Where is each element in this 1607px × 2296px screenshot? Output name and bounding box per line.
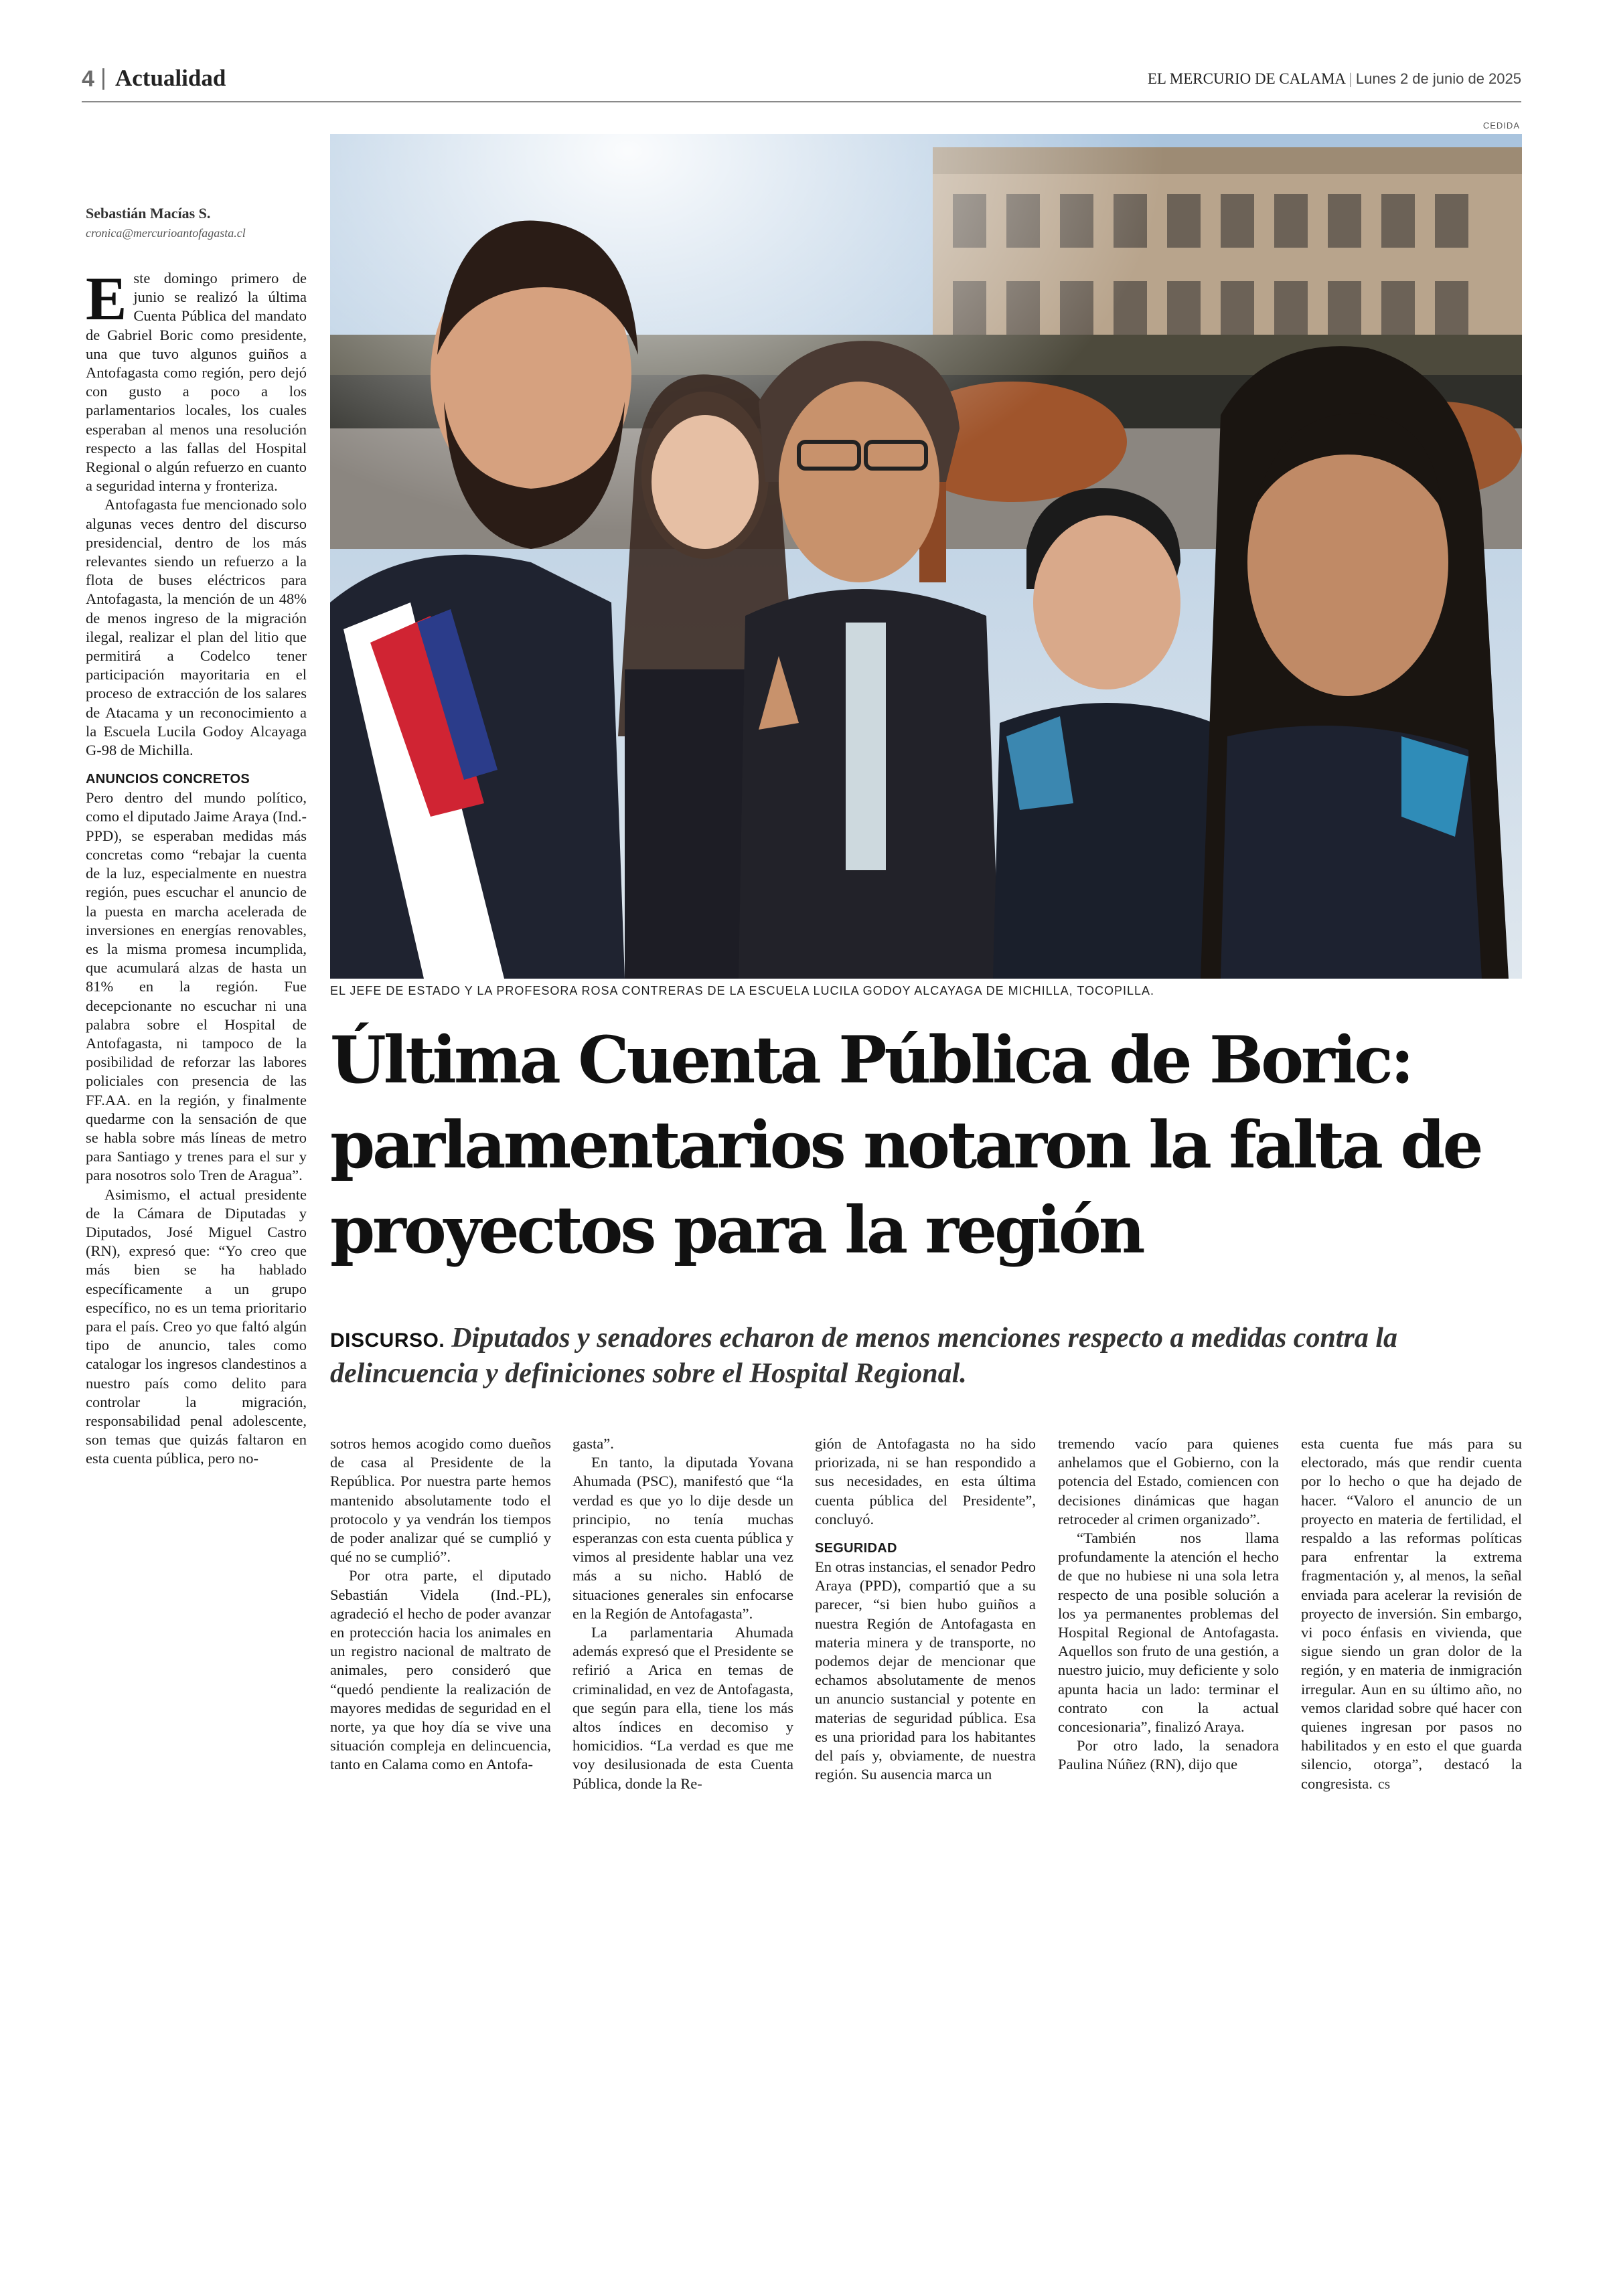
article-column-4 [1058, 1434, 1279, 1775]
deck-text: Diputados y senadores echaron de menos menciones respecto a medidas contra la delincuencia y definiciones sobre el Hospital Regional. [330, 1323, 1397, 1389]
page-number-separator: | [100, 65, 106, 90]
article-column-3 [815, 1434, 1036, 1784]
paragraph: En tanto, la diputada Yovana Ahumada (PSC), manifestó que “la verdad es que yo lo dije desde un principio, no tenía muchas esperanzas con esta cuenta pública y vimos al presidente hablar una vez más a su nicho. Habló de situaciones generales sin enfocarse en la Región de Antofagasta”. [572, 1454, 793, 1622]
section-name: Actualidad [115, 65, 226, 91]
author-email: cronica@mercurioantofagasta.cl [86, 226, 246, 240]
paragraph-final [1301, 1434, 1522, 1793]
byline [86, 205, 307, 240]
paragraph: Antofagasta fue mencionado solo algunas veces dentro del discurso presidencial, dentro de los más relevantes siendo un refuerzo a la flota de buses eléctricos para Antofagasta, la mención de un 48% de menos ingreso de la migración ilegal, realizar el plan del litio que permitirá a Codelco tener participación mayoritaria en el proceso de extracción de los salares de Atacama y un reconocimiento a la Escuela Lucila Godoy Alcayaga G-98 de Michilla. [86, 496, 307, 759]
subheading-anuncios: ANUNCIOS CONCRETOS [86, 772, 250, 787]
paragraph: “También nos llama profundamente la atención el hecho de que no hubiese ni una sola letra respecto de una posible solución a los ya permanentes problemas del Hospital Regional de Antofagasta. Aquellos son fruto de una gestión, a nuestro juicio, muy deficiente y solo apunta hacia un lado: terminar el contrato con la actual concesionaria”, finalizó Araya. [1058, 1530, 1279, 1736]
paragraph: La parlamentaria Ahumada además expresó que el Presidente se refirió a Arica en temas de criminalidad, en vez de Antofagasta, que según para ella, tiene los más altos índices en decomiso y homicidios. “La verdad es que me voy desilusionada de esta Cuenta Pública, donde la Re- [572, 1624, 793, 1792]
final-text: esta cuenta fue más para su electorado, más que rendir cuenta por lo hecho o que ha dejado de hacer. “Valoro el anuncio de un proyecto en materia de fertilidad, el respaldo a las reformas políticas para enfrentar la extrema fragmentación y, al menos, la señal enviada para acelerar la revisión de proyecto de inversión. Sin embargo, vi poco énfasis en vivienda, que sigue siendo un gran dolor de la región, y en materia de inmigración irregular. Aun en su último año, no vemos claridad sobre qué hacer con quienes ingresan por pasos no habilitados y en esto el que guarda silencio, otorga”, destacó la congresista. [1301, 1435, 1522, 1792]
person-student-girl-right [1201, 346, 1509, 979]
deck [330, 1320, 1535, 1391]
paragraph: Por otro lado, la senadora Paulina Núñez (RN), dijo que [1058, 1737, 1279, 1773]
newspaper-name: EL MERCURIO DE CALAMA [1147, 70, 1345, 87]
issue-date: Lunes 2 de junio de 2025 [1355, 70, 1521, 87]
masthead-separator: | [1349, 70, 1353, 87]
article-photo [330, 134, 1522, 979]
paragraph: Pero dentro del mundo político, como el diputado Jaime Araya (Ind.-PPD), se esperaban medidas más concretas como “rebajar la cuenta de la luz, especialmente en nuestra región, pues escuchar el anuncio de la puesta en marcha acelerada de inversiones en energías renovables, es la misma promesa incumplida, que acumulará alzas de hasta un 81% en la región. Fue decepcionante no escuchar ni una palabra sobre el Hospital de Antofagasta, ni tampoco de la posibilidad de reforzar las labores policiales con presencia de las FF.AA. en la región, y finalmente quedarme con la sensación de que se habla sobre más líneas de metro para Santiago y trenes para el sur y para nosotros solo Tren de Aragua”. [86, 789, 307, 1184]
photo-illustration [330, 134, 1522, 979]
paragraph: sotros hemos acogido como dueños de casa al Presidente de la República. Por nuestra parte hemos mantenido absolutamente todo el protocolo y ya vendrán los tiempos de poder analizar qué se cumplió y qué no se cumplió”. [330, 1435, 551, 1566]
photo-caption: EL JEFE DE ESTADO Y LA PROFESORA ROSA CONTRERAS DE LA ESCUELA LUCILA GODOY ALCAYAGA DE MICHILLA, TOCOPILLA. [330, 984, 1155, 997]
author-name: Sebastián Macías S. [86, 205, 211, 222]
deck-label: DISCURSO. [330, 1329, 445, 1351]
paragraph-lead [86, 264, 307, 495]
end-mark: cs [1377, 1775, 1391, 1792]
paragraph: En otras instancias, el senador Pedro Araya (PPD), compartió que a su parecer, “si bien hubo guiños a nuestra Región de Antofagasta en materia minera y de transporte, no podemos dejar de mencionar que echamos absolutamente de menos un anuncio sustancial y potente en materias de seguridad pública. Esa es una prioridad para los habitantes del país y, obviamente, de nuestra región. Su ausencia marca un [815, 1558, 1036, 1783]
paragraph: Asimismo, el actual presidente de la Cámara de Diputadas y Diputados, José Miguel Castro (RN), expresó que: “Yo creo que más bien se ha hablado específicamente a un grupo específico, no es un tema prioritario para el país. Creo yo que faltó algún tipo de anuncio, tales como catalogar los ingresos clandestinos a nuestro país como delito para controlar la migración, responsabilidad penal adolescente, son temas que quizás faltaron en esta cuenta pública, pero no- [86, 1185, 307, 1467]
page-header [82, 64, 1521, 102]
photo-credit: CEDIDA [1482, 120, 1520, 131]
masthead [1148, 70, 1521, 88]
paragraph: tremendo vacío para quienes anhelamos que el Gobierno, con la potencia del Estado, comiencen con decisiones dinámicas que hagan retroceder al crimen organizado”. [1058, 1435, 1279, 1528]
paragraph: Por otra parte, el diputado Sebastián Videla (Ind.-PL), agradeció el hecho de poder avanzar en protección hacia los animales en un registro nacional de maltrato de animales, pero consideró que “quedó pendiente la realización de mayores medidas de seguridad en el norte, ya que hoy día se vive una situación compleja en delincuencia, tanto en Calama como en Antofa- [330, 1567, 551, 1773]
article-column-2 [572, 1434, 793, 1793]
paragraph: gasta”. [572, 1435, 614, 1452]
paragraph: gión de Antofagasta no ha sido priorizada, ni se han respondido a sus necesidades, en esta última cuenta pública del Presidente”, concluyó. [815, 1435, 1036, 1528]
article-column-1 [330, 1434, 551, 1775]
headline: Última Cuenta Pública de Boric: parlamentarios notaron la falta de proyectos para la región [330, 1022, 1481, 1268]
article-column-5 [1301, 1434, 1522, 1793]
lead-text: ste domingo primero de junio se realizó la última Cuenta Pública del mandato de Gabriel Boric como presidente, una que tuvo algunos guiños a Antofagasta como región, pero dejó con gusto a poco a los parlamentarios locales, los cuales esperaban al menos una resolución respecto a las fallas del Hospital Regional o algún refuerzo en cuanto a seguridad interna y fronteriza. [86, 270, 307, 495]
drop-cap: E [86, 264, 127, 333]
page-number: 4 [82, 66, 94, 92]
article-column-left [86, 264, 307, 1469]
subheading-seguridad: SEGURIDAD [815, 1541, 897, 1556]
